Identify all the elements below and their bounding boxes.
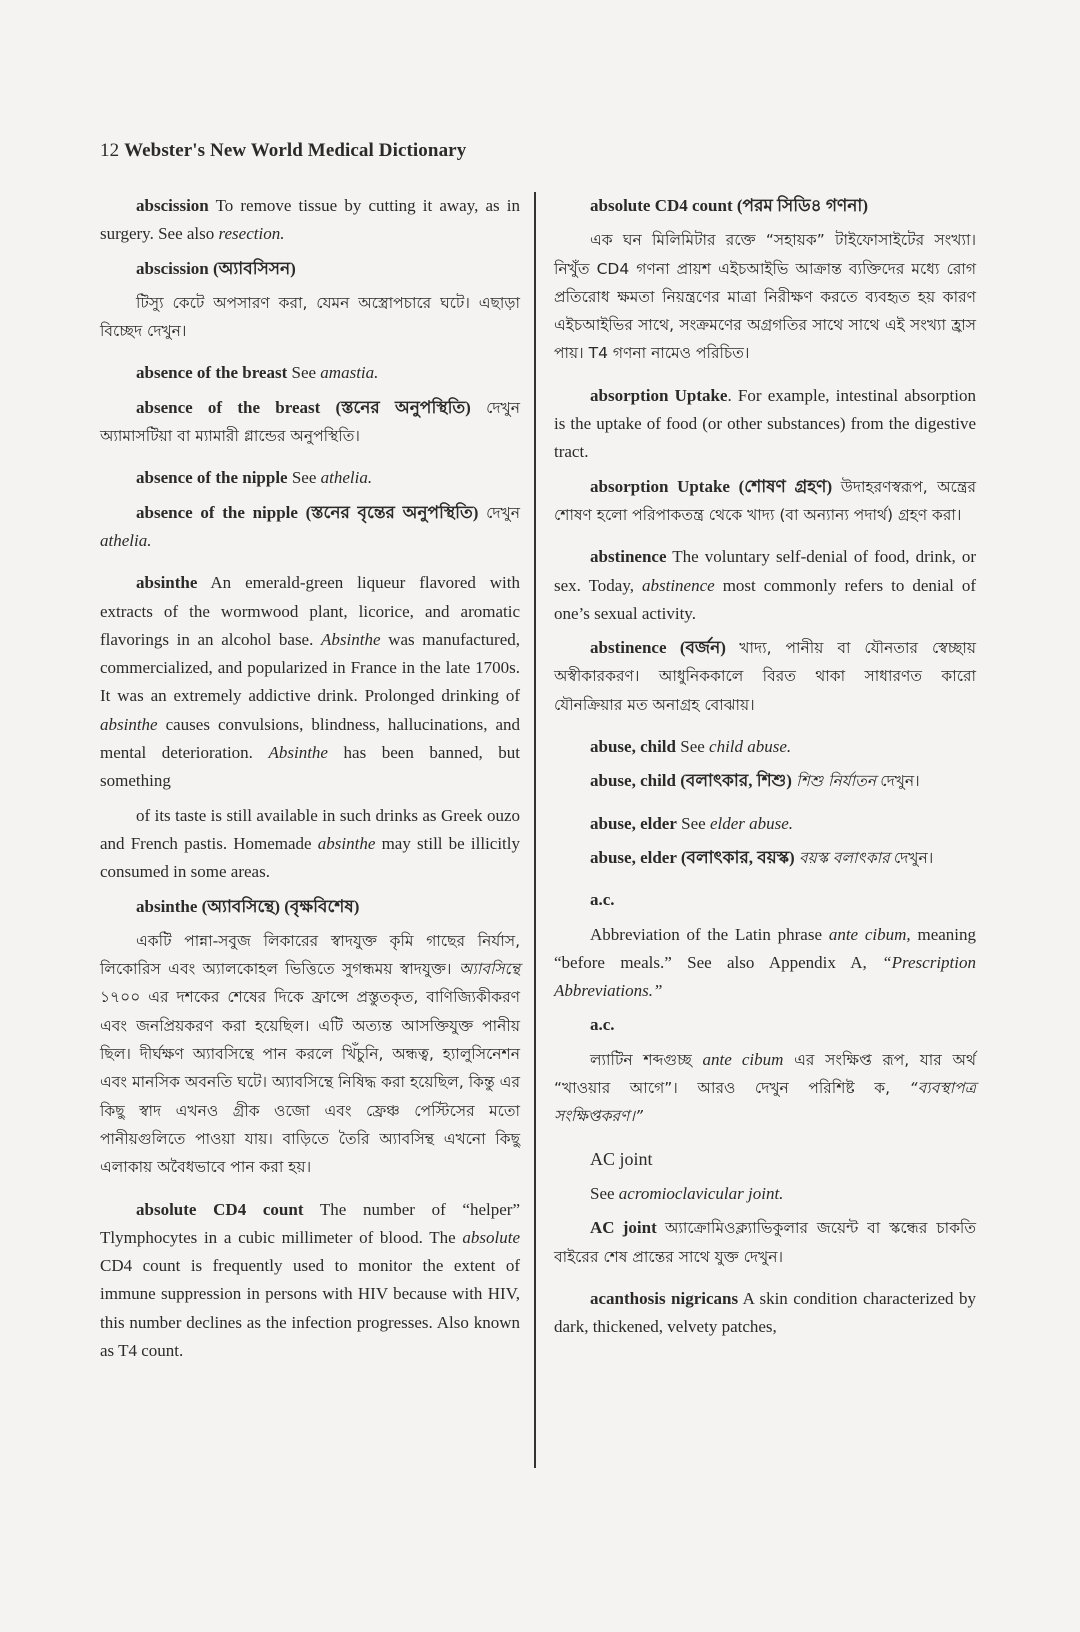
italic-term: Absinthe	[268, 743, 328, 763]
entry-term: a.c.	[590, 1015, 615, 1035]
running-head	[100, 140, 466, 162]
entry-term: AC joint	[590, 1148, 653, 1169]
italic-term: Absinthe	[321, 629, 381, 649]
page-number: 12	[100, 140, 120, 161]
entry-definition: A skin condition characterized by dark, thickened, velvety patches,	[554, 1288, 976, 1337]
entry-ac-joint-term	[554, 1145, 976, 1174]
entry-abuse-elder-bn	[554, 844, 976, 872]
entry-ac-bn-def	[554, 1046, 976, 1131]
italic-term: অ্যাবসিন্থে	[458, 960, 520, 979]
entry-ac-term	[554, 886, 976, 914]
see-label: See	[291, 363, 317, 383]
entry-ac-def	[554, 921, 976, 1006]
entry-term: abscission (অ্যাবসিসন)	[136, 258, 296, 278]
book-title: Webster's New World Medical Dictionary	[124, 140, 467, 161]
entry-absorption-bn	[554, 473, 976, 530]
entry-definition: উদাহরণস্বরূপ, অন্ত্রের শোষণ হলো পরিপাকতন্ত্র থেকে খাদ্য (বা অন্যান্য পদার্থ) গ্রহণ করা।	[554, 477, 977, 524]
entry-term: abstinence (বর্জন)	[590, 638, 726, 658]
entry-absinthe-continued	[100, 802, 520, 887]
see-label: দেখুন।	[893, 848, 934, 867]
see-label: দেখুন।	[880, 772, 920, 791]
entry-abscission-bn-def: টিস্যু কেটে অপসারণ করা, যেমন অস্ত্রোপচারে ঘটে। এছাড়া বিচ্ছেদ দেখুন।	[100, 293, 520, 341]
cross-reference: athelia.	[320, 468, 373, 488]
cross-reference: বয়স্ক বলাৎকার	[798, 848, 890, 867]
definition-part: ল্যাটিন শব্দগুচ্ছ	[590, 1050, 692, 1069]
italic-term: absinthe	[317, 833, 376, 853]
cross-reference: elder abuse.	[709, 813, 794, 833]
entry-term: absinthe (অ্যাবসিন্থে) (বৃক্ষবিশেষ)	[136, 896, 360, 916]
see-label: See	[590, 1183, 615, 1203]
cross-reference: শিশু নির্যাতন	[796, 772, 877, 791]
entry-term: absolute CD4 count	[136, 1199, 304, 1219]
cross-reference: resection.	[218, 224, 285, 244]
entry-abstinence-bn	[554, 634, 976, 719]
entry-absorption	[554, 382, 976, 467]
entry-ac-bn-term	[554, 1011, 976, 1039]
entry-term: absinthe	[136, 573, 198, 593]
entry-definition: To remove tissue by cutting it away, as in surgery. See also	[100, 196, 520, 244]
definition-part: most commonly refers to denial of one’s sexual activity.	[554, 575, 977, 623]
definition-part: এর সংক্ষিপ্ত রূপ, যার অর্থ “খাওয়ার আগে”। আরও দেখুন পরিশিষ্ট ক,	[554, 1050, 976, 1098]
entry-ac-joint-bn	[554, 1214, 976, 1271]
italic-term: “Prescription Abbreviations.”	[554, 952, 976, 1001]
entry-abscission-bn-term	[100, 255, 520, 283]
entry-abuse-child	[554, 733, 976, 761]
definition-part: meaning “before meals.” See also Appendix A,	[554, 924, 977, 972]
italic-term: ante cibum	[702, 1049, 784, 1069]
definition-part: The number of “helper” Tlymphocytes in a cubic millimeter of blood. The	[100, 1199, 520, 1247]
entry-abscission	[100, 192, 520, 249]
definition-part: ১৭০০ এর দশকের শেষের দিকে ফ্রান্সে প্রস্তুতকৃত, বাণিজ্যিকীকরণ এবং জনপ্রিয়করণ করা হয়েছিল। এটি অত্যন্ত আসক্তিযুক্ত পানীয় ছিল। দীর্ঘক্ষণ অ্যাবসিন্থে পান করলে খিঁচুনি, অন্ধত্ব, হ্যালুসিনেশন এবং মানসিক অবনতি ঘটে। অ্যাবসিন্থে নিষিদ্ধ করা হয়েছিল, কিন্তু এর কিছু স্বাদ এখনও গ্রীক ওজো এবং ফ্রেঞ্চ পেস্টিসের মতো পানীয়গুলিতে পাওয়া যায়। বাড়িতে তৈরি অ্যাবসিন্থ এখনো কিছু এলাকায় অবৈধভাবে পান করা হয়।	[100, 988, 520, 1177]
entry-absence-breast-bn	[100, 394, 520, 451]
entry-ac-joint-see	[554, 1180, 976, 1208]
entry-absinthe-bn-def	[100, 927, 520, 1182]
entry-acanthosis	[554, 1285, 976, 1342]
definition-part: has been banned, but something	[100, 743, 521, 791]
entry-term: AC joint	[590, 1218, 657, 1238]
entry-term: absence of the breast (স্তনের অনুপস্থিতি)	[136, 397, 471, 417]
entry-absence-nipple-bn	[100, 499, 520, 556]
entry-abuse-child-bn	[554, 767, 976, 795]
entry-term: abstinence	[590, 547, 667, 567]
definition-part: CD4 count is frequently used to monitor the extent of immune suppression in persons with HIV because with HIV, this number declines as the infection progresses. Also known as T4 count.	[100, 1256, 520, 1360]
cross-reference: athelia.	[100, 530, 152, 550]
italic-term: ante cibum,	[828, 924, 911, 944]
italic-term: absinthe	[100, 714, 158, 734]
definition-part: Abbreviation of the Latin phrase	[590, 924, 823, 944]
italic-term: “ব্যবস্থাপত্র সংক্ষিপ্তকরণ।”	[554, 1079, 976, 1126]
see-label: দেখুন	[486, 503, 520, 522]
entry-term: acanthosis nigricans	[590, 1288, 739, 1308]
entry-term: absorption Uptake	[590, 385, 728, 405]
definition-part: একটি পান্না-সবুজ লিকারের স্বাদযুক্ত কৃমি গাছের নির্যাস, লিকোরিস এবং অ্যালকোহল ভিত্তিতে সুগন্ধময় স্বাদযুক্ত।	[100, 931, 520, 979]
entry-term: absence of the nipple	[136, 468, 288, 488]
entry-term: absorption Uptake (শোষণ গ্রহণ)	[590, 476, 833, 496]
entry-absolute-cd4	[100, 1196, 520, 1366]
entry-term: absence of the nipple (স্তনের বৃন্তের অনুপস্থিতি)	[136, 502, 479, 522]
italic-term: absolute	[462, 1227, 520, 1247]
entry-term: abuse, elder (বলাৎকার, বয়স্ক)	[590, 847, 795, 867]
italic-term: abstinence	[641, 575, 715, 595]
definition-part: causes convulsions, blindness, hallucinations, and mental deterioration.	[100, 714, 520, 763]
see-label: See	[680, 737, 705, 757]
entry-absence-nipple	[100, 464, 520, 492]
cross-reference: acromioclavicular joint.	[618, 1183, 784, 1203]
cross-reference: amastia.	[320, 363, 379, 383]
entry-term: abuse, child	[590, 737, 676, 757]
entry-term: abuse, child (বলাৎকার, শিশু)	[590, 771, 792, 791]
left-column	[100, 192, 520, 1371]
entry-definition: . For example, intestinal absorption is the uptake of food (or other substances) from the digestive tract.	[554, 385, 976, 462]
entry-abuse-elder	[554, 810, 976, 838]
entry-absolute-cd4-bn-def: এক ঘন মিলিমিটার রক্তে “সহায়ক” টাইফোসাইটের সংখ্যা। নিখুঁত CD4 গণনা প্রায়শ এইচআইভি আক্রান্ত ব্যক্তিদের মধ্যে রোগ প্রতিরোধ ক্ষমতা নিয়ন্ত্রণের মাত্রা নিরীক্ষণ করতে ব্যবহৃত হয় কারণ এইচআইভির সাথে, সংক্রমণের অগ্রগতির সাথে সাথে এই সংখ্যা হ্রাস পায়। T4 গণনা নামেও পরিচিত।	[554, 231, 976, 363]
entry-definition: অ্যাক্রোমিওক্ল্যাভিকুলার জয়েন্ট বা স্কন্ধের চাকতি বাইরের শেষ প্রান্তের সাথে যুক্ত দেখুন।	[554, 1219, 976, 1266]
entry-term: absence of the breast	[136, 363, 288, 383]
column-divider	[534, 192, 536, 1468]
entry-abstinence	[554, 543, 976, 628]
entry-absinthe	[100, 569, 520, 795]
entry-term: absolute CD4 count (পরম সিডি৪ গণনা)	[590, 196, 869, 215]
definition-part: An emerald-green liqueur flavored with extracts of the wormwood plant, licorice, and aromatic flavorings in an alcohol base.	[100, 573, 521, 649]
see-label: See	[681, 813, 706, 833]
entry-definition: খাদ্য, পানীয় বা যৌনতার স্বেচ্ছায় অস্বীকারকরণ। আধুনিককালে বিরত থাকা সাধারণত কারো যৌনক্রিয়ার মত অনাগ্রহ বোঝায়।	[554, 639, 976, 714]
cross-reference: child abuse.	[709, 737, 792, 757]
entry-term: abscission	[136, 196, 209, 215]
definition-part: The voluntary self-denial of food, drink, or sex. Today,	[554, 547, 976, 595]
definition-part: of its taste is still available in such drinks as Greek ouzo and French pastis. Homemade	[100, 805, 520, 853]
definition-part: may still be illicitly consumed in some areas.	[100, 833, 521, 882]
entry-absinthe-bn-term	[100, 893, 520, 921]
entry-absence-breast	[100, 359, 520, 387]
entry-term: abuse, elder	[590, 813, 677, 833]
entry-term: a.c.	[590, 890, 615, 910]
definition-part: was manufactured, commercialized, and popularized in France in the late 1700s. It was an extremely addictive drink. Prolonged drinking of	[100, 629, 521, 706]
see-label: See	[291, 468, 317, 488]
entry-definition: দেখুন অ্যামাসটিয়া বা ম্যামারী গ্লান্ডের অনুপস্থিতি।	[100, 398, 520, 446]
right-column	[554, 192, 976, 1347]
entry-absolute-cd4-bn-term	[554, 192, 976, 220]
